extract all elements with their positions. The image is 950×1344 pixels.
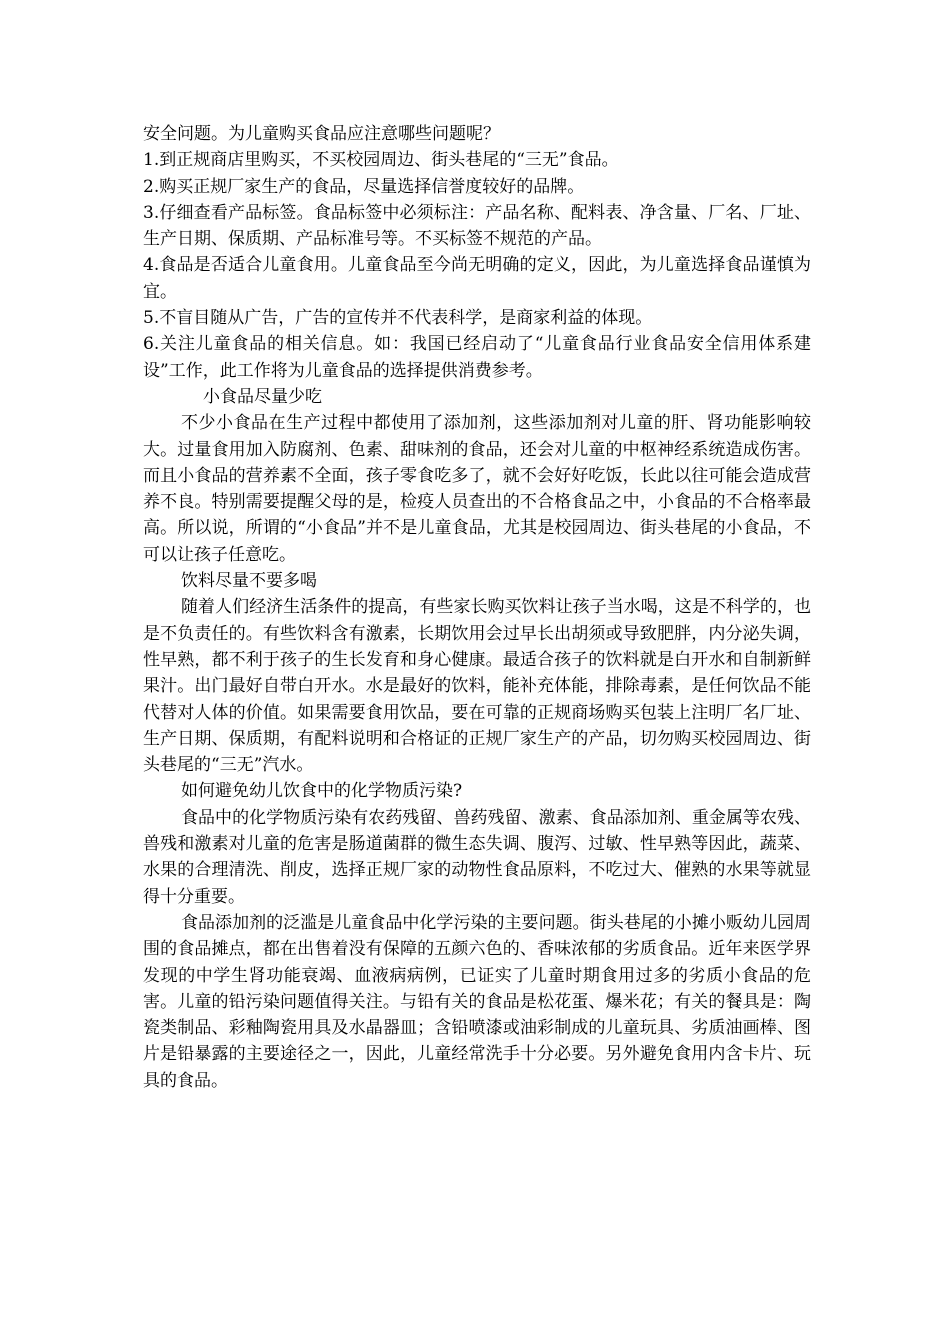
- section-paragraph: 食品中的化学物质污染有农药残留、兽药残留、激素、食品添加剂、重金属等农残、兽残和激素对儿童的危害是肠道菌群的微生态失调、腹泻、过敏、性早熟等因此，蔬菜、水果的合理清洗、削皮，选择正规厂家的动物性食品原料，不吃过大、催熟的水果等就显得十分重要。: [143, 807, 811, 907]
- section-heading: 如何避免幼儿饮食中的化学物质污染?: [181, 781, 463, 802]
- tip-item: 2.购买正规厂家生产的食品，尽量选择信誉度较好的品牌。: [143, 176, 585, 197]
- section-heading: 小食品尽量少吃: [203, 386, 322, 407]
- tip-item: 1.到正规商店里购买，不买校园周边、街头巷尾的“三无”食品。: [143, 150, 619, 171]
- section-heading: 饮料尽量不要多喝: [181, 571, 317, 592]
- tip-item: 5.不盲目随从广告，广告的宣传并不代表科学，是商家利益的体现。: [143, 308, 653, 329]
- intro-text: 安全问题。为儿童购买食品应注意哪些问题呢？: [143, 124, 500, 144]
- section-paragraph: 食品添加剂的泛滥是儿童食品中化学污染的主要问题。街头巷尾的小摊小贩幼儿园周围的食品摊点，都在出售着没有保障的五颜六色的、香味浓郁的劣质食品。近年来医学界发现的中学生肾功能衰竭、血液病病例，已证实了儿童时期食用过多的劣质小食品的危害。儿童的铅污染问题值得关注。与铅有关的食品是松花蛋、爆米花；有关的餐具是：陶瓷类制品、彩釉陶瓷用具及水晶器皿；含铅喷漆或油彩制成的儿童玩具、劣质油画棒、图片是铅暴露的主要途径之一，因此，儿童经常洗手十分必要。另外避免食用内含卡片、玩具的食品。: [143, 912, 811, 1091]
- tip-item: 6.关注儿童食品的相关信息。如：我国已经启动了“儿童食品行业食品安全信用体系建设”工作，此工作将为儿童食品的选择提供消费参考。: [143, 334, 811, 381]
- tip-item: 3.仔细查看产品标签。食品标签中必须标注：产品名称、配料表、净含量、厂名、厂址、生产日期、保质期、产品标准号等。不买标签不规范的产品。: [143, 202, 811, 250]
- section-paragraph: 不少小食品在生产过程中都使用了添加剂，这些添加剂对儿童的肝、肾功能影响较大。过量食用加入防腐剂、色素、甜味剂的食品，还会对儿童的中枢神经系统造成伤害。而且小食品的营养素不全面，孩子零食吃多了，就不会好好吃饭，长此以往可能会造成营养不良。特别需要提醒父母的是，检疫人员查出的不合格食品之中，小食品的不合格率最高。所以说，所谓的“小食品”并不是儿童食品，尤其是校园周边、街头巷尾的小食品，不可以让孩子任意吃。: [143, 413, 811, 565]
- tip-item: 4.食品是否适合儿童食用。儿童食品至今尚无明确的定义，因此，为儿童选择食品谨慎为宜。: [143, 255, 811, 302]
- section-paragraph: 随着人们经济生活条件的提高，有些家长购买饮料让孩子当水喝，这是不科学的，也是不负责任的。有些饮料含有激素，长期饮用会过早长出胡须或导致肥胖，内分泌失调，性早熟，都不利于孩子的生长发育和身心健康。最适合孩子的饮料就是白开水和自制新鲜果汁。出门最好自带白开水。水是最好的饮料，能补充体能，排除毒素，是任何饮品不能代替对人体的价值。如果需要食用饮品，要在可靠的正规商场购买包装上注明厂名厂址、生产日期、保质期，有配料说明和合格证的正规厂家生产的产品，切勿购买校园周边、街头巷尾的“三无”汽水。: [143, 597, 811, 776]
- document-page: [143, 121, 811, 1094]
